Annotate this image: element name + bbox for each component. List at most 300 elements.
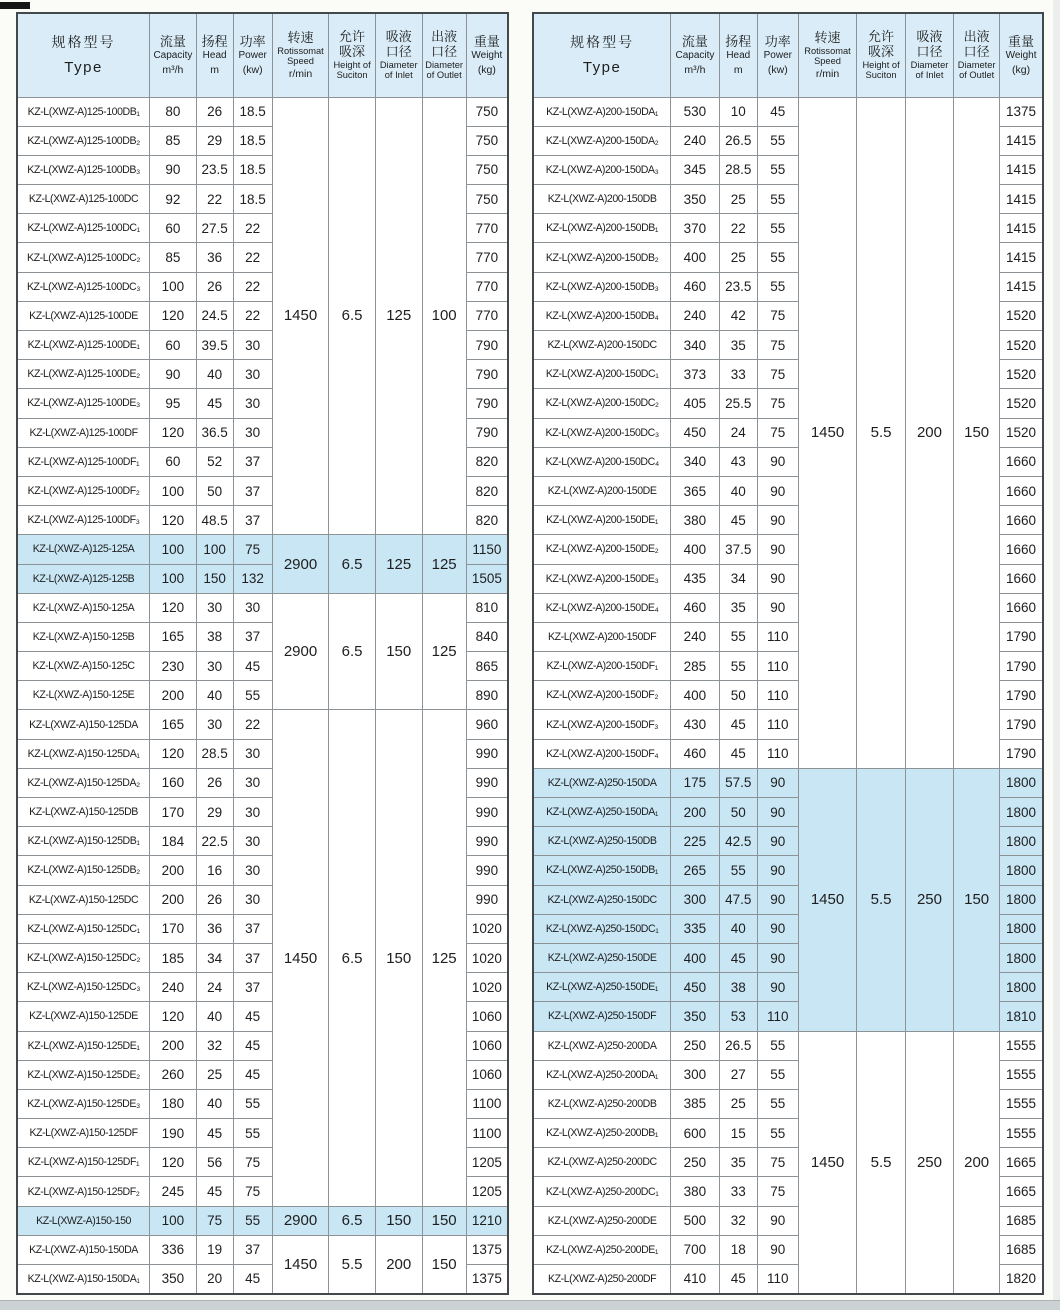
- type-cell: KZ-L(XWZ-A)125-100DB₃: [17, 155, 150, 184]
- head-cell: 50: [719, 681, 757, 710]
- column-header-speed: [798, 13, 857, 97]
- speed-cell: 2900: [272, 535, 328, 593]
- weight-cell: 1415: [1000, 214, 1043, 243]
- head-cell: 50: [719, 798, 757, 827]
- power-cell: 22: [233, 243, 272, 272]
- power-cell: 75: [757, 1177, 798, 1206]
- type-cell: KZ-L(XWZ-A)200-150DA₁: [533, 97, 671, 126]
- capacity-cell: 260: [150, 1060, 197, 1089]
- header-en-label: Type: [582, 59, 622, 77]
- head-cell: 39.5: [196, 331, 233, 360]
- column-header-suction-height: [329, 13, 376, 97]
- capacity-cell: 405: [671, 389, 719, 418]
- capacity-cell: 265: [671, 856, 719, 885]
- header-zh-label: 转速: [287, 29, 314, 45]
- type-cell: KZ-L(XWZ-A)125-100DB₂: [17, 126, 150, 155]
- capacity-cell: 240: [671, 301, 719, 330]
- weight-cell: 1520: [1000, 331, 1043, 360]
- power-cell: 55: [757, 1119, 798, 1148]
- speed-cell: 1450: [798, 97, 857, 768]
- weight-cell: 1100: [466, 1089, 508, 1118]
- power-cell: 55: [757, 1031, 798, 1060]
- power-cell: 37: [233, 914, 272, 943]
- power-cell: 22: [233, 710, 272, 739]
- type-cell: KZ-L(XWZ-A)200-150DA₃: [533, 155, 671, 184]
- power-cell: 45: [233, 1060, 272, 1089]
- weight-cell: 1060: [466, 1002, 508, 1031]
- header-zh-label: 吸液口径: [916, 29, 943, 59]
- type-cell: KZ-L(XWZ-A)250-150DC₁: [533, 914, 671, 943]
- type-cell: KZ-L(XWZ-A)150-125DE₁: [17, 1031, 150, 1060]
- head-cell: 30: [196, 593, 233, 622]
- type-cell: KZ-L(XWZ-A)250-200DB₁: [533, 1119, 671, 1148]
- weight-cell: 1100: [466, 1119, 508, 1148]
- head-cell: 25: [196, 1060, 233, 1089]
- head-cell: 22: [719, 214, 757, 243]
- weight-cell: 750: [466, 185, 508, 214]
- power-cell: 90: [757, 476, 798, 505]
- weight-cell: 750: [466, 97, 508, 126]
- header-en-label: Weight: [1005, 50, 1037, 62]
- weight-cell: 1375: [1000, 97, 1043, 126]
- type-cell: KZ-L(XWZ-A)200-150DF₃: [533, 710, 671, 739]
- weight-cell: 1790: [1000, 710, 1043, 739]
- outlet-diameter-cell: 125: [422, 535, 466, 593]
- header-unit-label: (kw): [767, 63, 788, 76]
- type-cell: KZ-L(XWZ-A)125-100DF: [17, 418, 150, 447]
- head-cell: 24.5: [196, 301, 233, 330]
- power-cell: 45: [233, 1265, 272, 1294]
- head-cell: 56: [196, 1148, 233, 1177]
- header-zh-label: 扬程: [201, 33, 228, 49]
- inlet-diameter-cell: 150: [375, 593, 422, 710]
- head-cell: 19: [196, 1235, 233, 1264]
- weight-cell: 790: [466, 389, 508, 418]
- capacity-cell: 200: [150, 681, 197, 710]
- power-cell: 90: [757, 914, 798, 943]
- type-cell: KZ-L(XWZ-A)150-125DE₂: [17, 1060, 150, 1089]
- weight-cell: 1205: [466, 1148, 508, 1177]
- head-cell: 35: [719, 1148, 757, 1177]
- head-cell: 26: [196, 885, 233, 914]
- type-cell: KZ-L(XWZ-A)200-150DF₄: [533, 739, 671, 768]
- type-cell: KZ-L(XWZ-A)200-150DB₄: [533, 301, 671, 330]
- weight-cell: 990: [466, 885, 508, 914]
- capacity-cell: 340: [671, 331, 719, 360]
- table-row: [17, 97, 508, 126]
- head-cell: 25: [719, 185, 757, 214]
- type-cell: KZ-L(XWZ-A)250-150DE₁: [533, 973, 671, 1002]
- weight-cell: 1555: [1000, 1031, 1043, 1060]
- type-cell: KZ-L(XWZ-A)150-125DC₃: [17, 973, 150, 1002]
- column-header-inlet-diameter: [375, 13, 422, 97]
- power-cell: 37: [233, 476, 272, 505]
- power-cell: 132: [233, 564, 272, 593]
- power-cell: 30: [233, 418, 272, 447]
- table-row: [17, 710, 508, 739]
- weight-cell: 1375: [466, 1235, 508, 1264]
- power-cell: 18.5: [233, 185, 272, 214]
- header-en-label: Rotissomat Speed: [804, 46, 851, 66]
- header-zh-label: 允许吸深: [339, 29, 366, 59]
- table-row: [17, 593, 508, 622]
- capacity-cell: 100: [150, 476, 197, 505]
- capacity-cell: 100: [150, 535, 197, 564]
- scan-artifact-right-edge: [1053, 0, 1060, 1309]
- head-cell: 50: [196, 476, 233, 505]
- power-cell: 45: [233, 1031, 272, 1060]
- power-cell: 55: [757, 155, 798, 184]
- column-header-type: [17, 13, 150, 97]
- capacity-cell: 92: [150, 185, 197, 214]
- capacity-cell: 400: [671, 943, 719, 972]
- header-zh-label: 出液口径: [963, 29, 990, 59]
- weight-cell: 1800: [1000, 768, 1043, 797]
- power-cell: 90: [757, 535, 798, 564]
- head-cell: 52: [196, 447, 233, 476]
- weight-cell: 1660: [1000, 593, 1043, 622]
- header-en-label: Diameter of Inlet: [379, 60, 418, 80]
- inlet-diameter-cell: 125: [375, 535, 422, 593]
- power-cell: 90: [757, 798, 798, 827]
- type-cell: KZ-L(XWZ-A)150-125DF: [17, 1119, 150, 1148]
- power-cell: 45: [233, 1002, 272, 1031]
- weight-cell: 1555: [1000, 1060, 1043, 1089]
- type-cell: KZ-L(XWZ-A)200-150DC₄: [533, 447, 671, 476]
- power-cell: 55: [757, 214, 798, 243]
- weight-cell: 960: [466, 710, 508, 739]
- capacity-cell: 100: [150, 564, 197, 593]
- head-cell: 26: [196, 97, 233, 126]
- capacity-cell: 60: [150, 331, 197, 360]
- power-cell: 55: [233, 1089, 272, 1118]
- capacity-cell: 300: [671, 885, 719, 914]
- type-cell: KZ-L(XWZ-A)250-150DE: [533, 943, 671, 972]
- header-zh-label: 转速: [814, 29, 841, 45]
- capacity-cell: 240: [671, 622, 719, 651]
- capacity-cell: 85: [150, 243, 197, 272]
- head-cell: 40: [196, 1002, 233, 1031]
- power-cell: 75: [757, 418, 798, 447]
- type-cell: KZ-L(XWZ-A)150-150DA: [17, 1235, 150, 1264]
- head-cell: 33: [719, 360, 757, 389]
- capacity-cell: 700: [671, 1235, 719, 1264]
- suction-height-cell: 5.5: [857, 97, 905, 768]
- type-cell: KZ-L(XWZ-A)150-125DC₂: [17, 943, 150, 972]
- power-cell: 55: [757, 272, 798, 301]
- power-cell: 90: [757, 943, 798, 972]
- suction-height-cell: 6.5: [329, 710, 376, 1206]
- column-header-outlet-diameter: [954, 13, 1000, 97]
- power-cell: 30: [233, 856, 272, 885]
- suction-height-cell: 6.5: [329, 97, 376, 535]
- header-zh-label: 流量: [681, 33, 708, 49]
- type-cell: KZ-L(XWZ-A)150-125DC: [17, 885, 150, 914]
- speed-cell: 2900: [272, 1206, 328, 1235]
- outlet-diameter-cell: 125: [422, 593, 466, 710]
- header-en-label: Capacity: [675, 50, 715, 62]
- head-cell: 24: [196, 973, 233, 1002]
- inlet-diameter-cell: 200: [905, 97, 953, 768]
- type-cell: KZ-L(XWZ-A)250-200DE₁: [533, 1235, 671, 1264]
- table-row: [17, 1206, 508, 1235]
- weight-cell: 1555: [1000, 1119, 1043, 1148]
- capacity-cell: 350: [150, 1265, 197, 1294]
- head-cell: 53: [719, 1002, 757, 1031]
- type-cell: KZ-L(XWZ-A)200-150DC: [533, 331, 671, 360]
- header-row: [17, 13, 508, 97]
- weight-cell: 1800: [1000, 798, 1043, 827]
- type-cell: KZ-L(XWZ-A)150-125DA₁: [17, 739, 150, 768]
- header-unit-label: m: [210, 63, 219, 76]
- power-cell: 75: [757, 301, 798, 330]
- header-en-label: Height of Suciton: [333, 60, 371, 80]
- inlet-diameter-cell: 250: [905, 1031, 953, 1294]
- weight-cell: 1210: [466, 1206, 508, 1235]
- head-cell: 57.5: [719, 768, 757, 797]
- capacity-cell: 90: [150, 360, 197, 389]
- type-cell: KZ-L(XWZ-A)200-150DF₁: [533, 652, 671, 681]
- header-zh-label: 规格型号: [51, 33, 116, 50]
- capacity-cell: 120: [150, 739, 197, 768]
- table-row: [533, 1031, 1043, 1060]
- type-cell: KZ-L(XWZ-A)125-100DF₁: [17, 447, 150, 476]
- weight-cell: 1150: [466, 535, 508, 564]
- type-cell: KZ-L(XWZ-A)125-100DB₁: [17, 97, 150, 126]
- type-cell: KZ-L(XWZ-A)125-100DE: [17, 301, 150, 330]
- capacity-cell: 100: [150, 272, 197, 301]
- header-row: [533, 13, 1043, 97]
- header-en-label: Diameter of Outlet: [957, 60, 996, 80]
- suction-height-cell: 5.5: [329, 1235, 376, 1293]
- weight-cell: 770: [466, 301, 508, 330]
- weight-cell: 1020: [466, 914, 508, 943]
- weight-cell: 1205: [466, 1177, 508, 1206]
- power-cell: 90: [757, 593, 798, 622]
- head-cell: 36.5: [196, 418, 233, 447]
- type-cell: KZ-L(XWZ-A)125-125B: [17, 564, 150, 593]
- header-unit-label: m³/h: [162, 63, 184, 76]
- head-cell: 40: [719, 476, 757, 505]
- header-zh-label: 功率: [239, 33, 266, 49]
- capacity-cell: 336: [150, 1235, 197, 1264]
- table-row: [533, 97, 1043, 126]
- head-cell: 30: [196, 710, 233, 739]
- header-en-label: Capacity: [153, 50, 193, 62]
- weight-cell: 1415: [1000, 155, 1043, 184]
- weight-cell: 1800: [1000, 943, 1043, 972]
- type-cell: KZ-L(XWZ-A)150-125DA: [17, 710, 150, 739]
- power-cell: 30: [233, 593, 272, 622]
- weight-cell: 1790: [1000, 739, 1043, 768]
- head-cell: 75: [196, 1206, 233, 1235]
- header-en-label: Head: [726, 50, 751, 62]
- head-cell: 45: [196, 1177, 233, 1206]
- head-cell: 40: [196, 1089, 233, 1118]
- type-cell: KZ-L(XWZ-A)250-150DA₁: [533, 798, 671, 827]
- head-cell: 20: [196, 1265, 233, 1294]
- power-cell: 30: [233, 798, 272, 827]
- power-cell: 37: [233, 973, 272, 1002]
- power-cell: 22: [233, 272, 272, 301]
- capacity-cell: 120: [150, 506, 197, 535]
- header-unit-label: (kw): [242, 63, 263, 76]
- weight-cell: 1415: [1000, 185, 1043, 214]
- header-en-label: Weight: [471, 50, 503, 62]
- power-cell: 75: [757, 331, 798, 360]
- type-cell: KZ-L(XWZ-A)200-150DC₂: [533, 389, 671, 418]
- power-cell: 30: [233, 360, 272, 389]
- type-cell: KZ-L(XWZ-A)200-150DC₁: [533, 360, 671, 389]
- power-cell: 90: [757, 827, 798, 856]
- type-cell: KZ-L(XWZ-A)150-125DB: [17, 798, 150, 827]
- capacity-cell: 500: [671, 1206, 719, 1235]
- power-cell: 45: [233, 652, 272, 681]
- head-cell: 45: [719, 710, 757, 739]
- header-en-label: Diameter of Inlet: [910, 60, 949, 80]
- power-cell: 75: [757, 389, 798, 418]
- weight-cell: 1665: [1000, 1148, 1043, 1177]
- head-cell: 26.5: [719, 1031, 757, 1060]
- inlet-diameter-cell: 200: [375, 1235, 422, 1293]
- capacity-cell: 385: [671, 1089, 719, 1118]
- capacity-cell: 170: [150, 798, 197, 827]
- capacity-cell: 185: [150, 943, 197, 972]
- power-cell: 110: [757, 622, 798, 651]
- type-cell: KZ-L(XWZ-A)250-150DC: [533, 885, 671, 914]
- type-cell: KZ-L(XWZ-A)150-125A: [17, 593, 150, 622]
- head-cell: 55: [719, 856, 757, 885]
- power-cell: 110: [757, 681, 798, 710]
- power-cell: 90: [757, 856, 798, 885]
- head-cell: 26.5: [719, 126, 757, 155]
- head-cell: 10: [719, 97, 757, 126]
- type-cell: KZ-L(XWZ-A)125-100DE₁: [17, 331, 150, 360]
- weight-cell: 1060: [466, 1060, 508, 1089]
- suction-height-cell: 6.5: [329, 1206, 376, 1235]
- weight-cell: 1520: [1000, 389, 1043, 418]
- outlet-diameter-cell: 125: [422, 710, 466, 1206]
- speed-cell: 1450: [272, 710, 328, 1206]
- capacity-cell: 450: [671, 973, 719, 1002]
- header-unit-label: r/min: [288, 67, 313, 80]
- capacity-cell: 245: [150, 1177, 197, 1206]
- weight-cell: 770: [466, 214, 508, 243]
- capacity-cell: 410: [671, 1265, 719, 1294]
- header-unit-label: r/min: [815, 67, 840, 80]
- head-cell: 45: [196, 1119, 233, 1148]
- head-cell: 27: [719, 1060, 757, 1089]
- head-cell: 22: [196, 185, 233, 214]
- speed-cell: 1450: [272, 97, 328, 535]
- weight-cell: 1660: [1000, 506, 1043, 535]
- head-cell: 45: [719, 943, 757, 972]
- capacity-cell: 170: [150, 914, 197, 943]
- capacity-cell: 90: [150, 155, 197, 184]
- capacity-cell: 460: [671, 593, 719, 622]
- head-cell: 26: [196, 272, 233, 301]
- capacity-cell: 380: [671, 1177, 719, 1206]
- power-cell: 30: [233, 389, 272, 418]
- outlet-diameter-cell: 150: [954, 768, 1000, 1031]
- header-en-label: Type: [64, 59, 103, 77]
- type-cell: KZ-L(XWZ-A)200-150DB: [533, 185, 671, 214]
- capacity-cell: 450: [671, 418, 719, 447]
- type-cell: KZ-L(XWZ-A)200-150DB₃: [533, 272, 671, 301]
- capacity-cell: 240: [150, 973, 197, 1002]
- pump-spec-table-left: [16, 12, 509, 1295]
- type-cell: KZ-L(XWZ-A)250-200DF: [533, 1265, 671, 1294]
- capacity-cell: 435: [671, 564, 719, 593]
- head-cell: 27.5: [196, 214, 233, 243]
- weight-cell: 1415: [1000, 126, 1043, 155]
- weight-cell: 990: [466, 856, 508, 885]
- head-cell: 38: [196, 622, 233, 651]
- weight-cell: 1505: [466, 564, 508, 593]
- head-cell: 40: [196, 681, 233, 710]
- outlet-diameter-cell: 100: [422, 97, 466, 535]
- header-en-label: Head: [202, 50, 227, 62]
- head-cell: 45: [719, 506, 757, 535]
- weight-cell: 1660: [1000, 476, 1043, 505]
- suction-height-cell: 5.5: [857, 1031, 905, 1294]
- inlet-diameter-cell: 250: [905, 768, 953, 1031]
- header-en-label: Power: [238, 50, 267, 62]
- capacity-cell: 120: [150, 418, 197, 447]
- weight-cell: 790: [466, 360, 508, 389]
- inlet-diameter-cell: 150: [375, 1206, 422, 1235]
- header-zh-label: 扬程: [725, 33, 752, 49]
- capacity-cell: 180: [150, 1089, 197, 1118]
- header-unit-label: m: [733, 63, 743, 76]
- weight-cell: 1685: [1000, 1235, 1043, 1264]
- type-cell: KZ-L(XWZ-A)125-100DE₂: [17, 360, 150, 389]
- type-cell: KZ-L(XWZ-A)200-150DE₁: [533, 506, 671, 535]
- power-cell: 55: [233, 1119, 272, 1148]
- power-cell: 18.5: [233, 97, 272, 126]
- type-cell: KZ-L(XWZ-A)150-125DE: [17, 1002, 150, 1031]
- capacity-cell: 165: [150, 710, 197, 739]
- power-cell: 30: [233, 331, 272, 360]
- head-cell: 150: [196, 564, 233, 593]
- weight-cell: 990: [466, 739, 508, 768]
- head-cell: 25.5: [719, 389, 757, 418]
- weight-cell: 820: [466, 506, 508, 535]
- power-cell: 90: [757, 564, 798, 593]
- column-header-inlet-diameter: [905, 13, 953, 97]
- power-cell: 75: [233, 1177, 272, 1206]
- weight-cell: 770: [466, 272, 508, 301]
- header-unit-label: (kg): [1012, 63, 1031, 76]
- capacity-cell: 373: [671, 360, 719, 389]
- weight-cell: 1790: [1000, 681, 1043, 710]
- weight-cell: 1820: [1000, 1265, 1043, 1294]
- weight-cell: 810: [466, 593, 508, 622]
- type-cell: KZ-L(XWZ-A)150-150: [17, 1206, 150, 1235]
- type-cell: KZ-L(XWZ-A)250-200DC: [533, 1148, 671, 1177]
- head-cell: 25: [719, 243, 757, 272]
- head-cell: 29: [196, 126, 233, 155]
- head-cell: 24: [719, 418, 757, 447]
- weight-cell: 1660: [1000, 535, 1043, 564]
- type-cell: KZ-L(XWZ-A)125-100DC: [17, 185, 150, 214]
- weight-cell: 865: [466, 652, 508, 681]
- head-cell: 48.5: [196, 506, 233, 535]
- head-cell: 38: [719, 973, 757, 1002]
- capacity-cell: 400: [671, 535, 719, 564]
- type-cell: KZ-L(XWZ-A)250-150DF: [533, 1002, 671, 1031]
- power-cell: 75: [757, 1148, 798, 1177]
